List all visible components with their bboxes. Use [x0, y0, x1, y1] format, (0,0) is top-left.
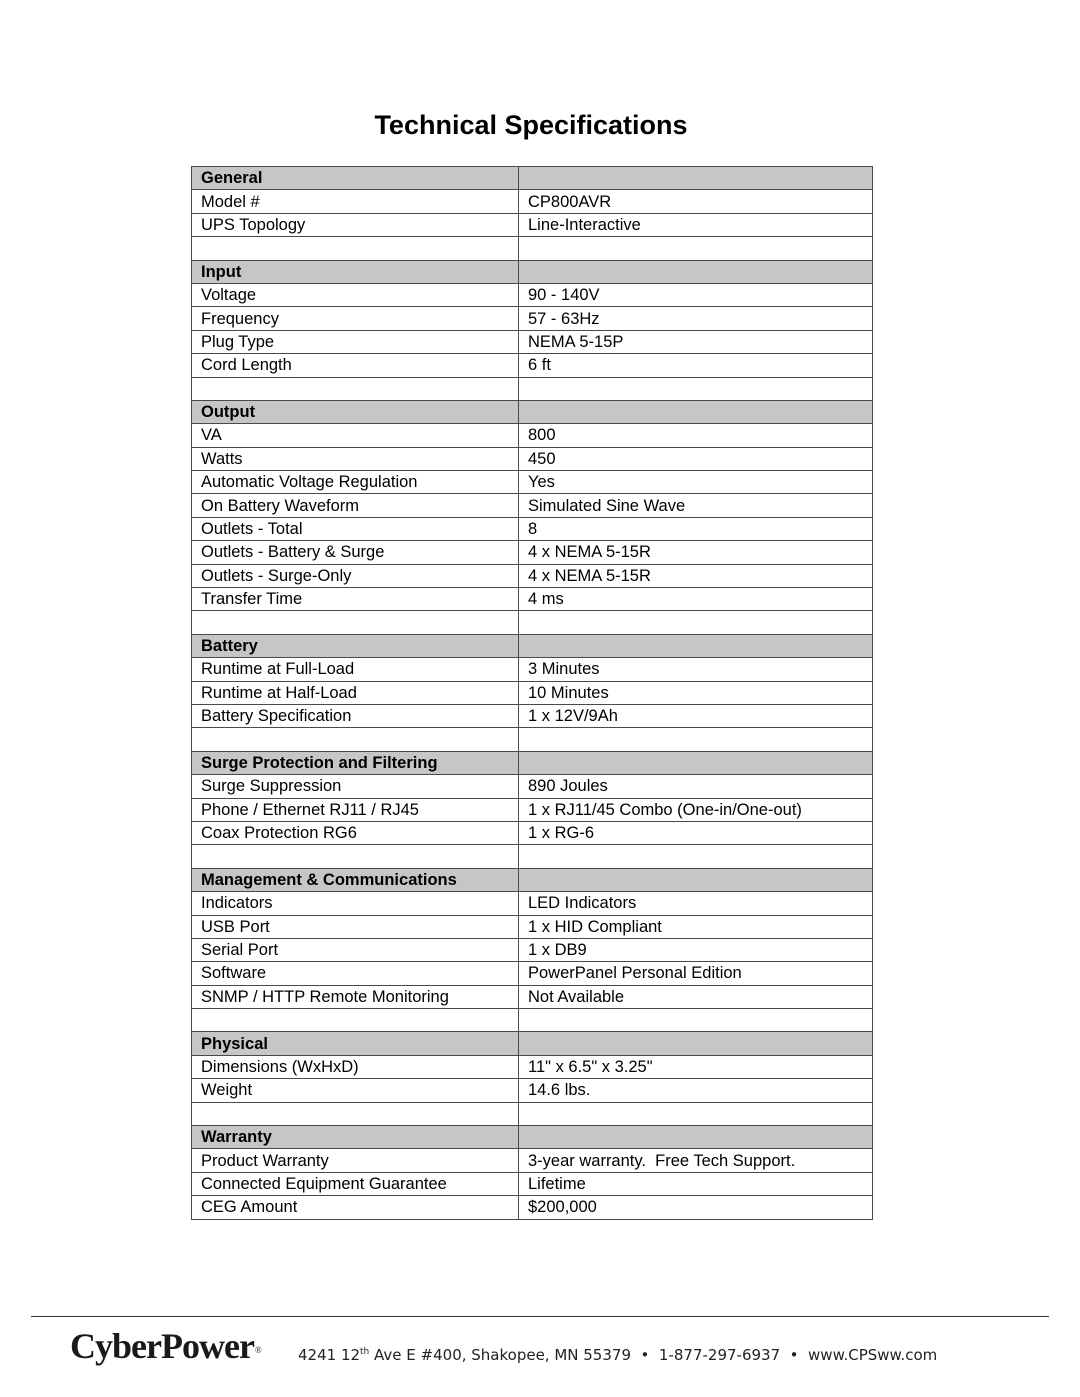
spec-table-body [192, 167, 873, 1220]
spec-value: 4 ms [519, 588, 873, 611]
spec-row [192, 447, 873, 470]
spec-label: Weight [192, 1079, 519, 1102]
spec-value: 1 x RJ11/45 Combo (One-in/One-out) [519, 798, 873, 821]
cyberpower-logo [70, 1326, 261, 1366]
spec-label: Outlets - Surge-Only [192, 564, 519, 587]
spacer-row [192, 1102, 873, 1125]
spec-row [192, 704, 873, 727]
section-header: Battery [192, 634, 519, 657]
spec-row [192, 354, 873, 377]
section-header: Warranty [192, 1126, 519, 1149]
spec-row [192, 283, 873, 306]
spec-table [191, 166, 873, 1220]
spec-row [192, 190, 873, 213]
section-header-row [192, 1032, 873, 1055]
section-header: Management & Communications [192, 868, 519, 891]
spec-value: 450 [519, 447, 873, 470]
spec-value: Yes [519, 471, 873, 494]
spacer-row [192, 611, 873, 634]
section-header-row [192, 1126, 873, 1149]
spec-label: Runtime at Half-Load [192, 681, 519, 704]
spec-value: 4 x NEMA 5-15R [519, 541, 873, 564]
spacer-cell [192, 237, 519, 260]
spacer-row [192, 728, 873, 751]
spec-label: VA [192, 424, 519, 447]
spec-value: CP800AVR [519, 190, 873, 213]
spec-row [192, 471, 873, 494]
spacer-cell [519, 845, 873, 868]
section-header-empty [519, 167, 873, 190]
address-suffix: th [360, 1347, 370, 1357]
spec-row [192, 330, 873, 353]
spec-row [192, 494, 873, 517]
spec-value: Simulated Sine Wave [519, 494, 873, 517]
section-header-row [192, 634, 873, 657]
spec-label: On Battery Waveform [192, 494, 519, 517]
section-header: Input [192, 260, 519, 283]
spec-value: 11" x 6.5" x 3.25" [519, 1055, 873, 1078]
spec-label: Transfer Time [192, 588, 519, 611]
section-header-empty [519, 1126, 873, 1149]
spacer-cell [192, 1009, 519, 1032]
spacer-cell [519, 237, 873, 260]
spec-row [192, 985, 873, 1008]
spec-row [192, 892, 873, 915]
spec-label: Connected Equipment Guarantee [192, 1172, 519, 1195]
spacer-cell [192, 1102, 519, 1125]
section-header-empty [519, 751, 873, 774]
spec-label: Frequency [192, 307, 519, 330]
spec-value: Lifetime [519, 1172, 873, 1195]
spec-value: 3-year warranty. Free Tech Support. [519, 1149, 873, 1172]
spacer-cell [192, 611, 519, 634]
spec-label: Product Warranty [192, 1149, 519, 1172]
spec-value: 10 Minutes [519, 681, 873, 704]
spec-row [192, 541, 873, 564]
spec-label: Voltage [192, 283, 519, 306]
spec-row [192, 517, 873, 540]
spec-value: 1 x RG-6 [519, 821, 873, 844]
spacer-cell [192, 728, 519, 751]
spec-value: 6 ft [519, 354, 873, 377]
spec-row [192, 775, 873, 798]
address-number: 4241 12 [298, 1346, 361, 1364]
spec-value: Line-Interactive [519, 213, 873, 236]
spec-value: 3 Minutes [519, 658, 873, 681]
spec-row [192, 1172, 873, 1195]
page-title: Technical Specifications [374, 110, 688, 140]
spacer-row [192, 237, 873, 260]
logo-text: CyberPower [70, 1326, 254, 1366]
spec-label: Coax Protection RG6 [192, 821, 519, 844]
spacer-cell [192, 845, 519, 868]
spec-label: Software [192, 962, 519, 985]
spec-label: Outlets - Total [192, 517, 519, 540]
spec-value: 890 Joules [519, 775, 873, 798]
spec-label: Phone / Ethernet RJ11 / RJ45 [192, 798, 519, 821]
section-header: Surge Protection and Filtering [192, 751, 519, 774]
spec-label: Plug Type [192, 330, 519, 353]
spec-label: Automatic Voltage Regulation [192, 471, 519, 494]
spec-row [192, 1196, 873, 1219]
spec-value: NEMA 5-15P [519, 330, 873, 353]
spec-row [192, 1055, 873, 1078]
section-header-empty [519, 400, 873, 423]
section-header-row [192, 400, 873, 423]
spec-row [192, 213, 873, 236]
spec-row [192, 962, 873, 985]
spec-row [192, 564, 873, 587]
section-header: Output [192, 400, 519, 423]
spec-label: Model # [192, 190, 519, 213]
section-header-empty [519, 634, 873, 657]
spec-value: 14.6 lbs. [519, 1079, 873, 1102]
spec-label: Indicators [192, 892, 519, 915]
spacer-cell [519, 728, 873, 751]
section-header-empty [519, 1032, 873, 1055]
spec-row [192, 938, 873, 961]
spec-row [192, 1079, 873, 1102]
spec-label: Surge Suppression [192, 775, 519, 798]
section-header-row [192, 167, 873, 190]
spec-row [192, 1149, 873, 1172]
spec-row [192, 821, 873, 844]
spec-row [192, 588, 873, 611]
spacer-cell [192, 377, 519, 400]
registered-mark: ® [254, 1345, 261, 1355]
spec-label: Watts [192, 447, 519, 470]
spacer-row [192, 845, 873, 868]
spec-value: 1 x DB9 [519, 938, 873, 961]
spec-value: 1 x HID Compliant [519, 915, 873, 938]
footer-address [298, 1340, 937, 1367]
spec-value: 90 - 140V [519, 283, 873, 306]
section-header-row [192, 260, 873, 283]
footer-divider [31, 1316, 1049, 1317]
section-header: Physical [192, 1032, 519, 1055]
spec-value: 1 x 12V/9Ah [519, 704, 873, 727]
spec-label: CEG Amount [192, 1196, 519, 1219]
spec-label: Runtime at Full-Load [192, 658, 519, 681]
spec-row [192, 424, 873, 447]
spec-value: PowerPanel Personal Edition [519, 962, 873, 985]
spec-row [192, 658, 873, 681]
spec-value: 8 [519, 517, 873, 540]
spacer-row [192, 377, 873, 400]
spec-value: $200,000 [519, 1196, 873, 1219]
spacer-cell [519, 1009, 873, 1032]
spec-label: Dimensions (WxHxD) [192, 1055, 519, 1078]
spec-row [192, 915, 873, 938]
spacer-row [192, 1009, 873, 1032]
spec-label: SNMP / HTTP Remote Monitoring [192, 985, 519, 1008]
spacer-cell [519, 1102, 873, 1125]
spec-label: Battery Specification [192, 704, 519, 727]
spacer-cell [519, 611, 873, 634]
spec-value: 57 - 63Hz [519, 307, 873, 330]
section-header-row [192, 751, 873, 774]
section-header-empty [519, 260, 873, 283]
spec-value: LED Indicators [519, 892, 873, 915]
section-header-row [192, 868, 873, 891]
spec-label: USB Port [192, 915, 519, 938]
spec-value: 4 x NEMA 5-15R [519, 564, 873, 587]
spec-label: UPS Topology [192, 213, 519, 236]
spec-label: Outlets - Battery & Surge [192, 541, 519, 564]
spec-label: Cord Length [192, 354, 519, 377]
spec-value: Not Available [519, 985, 873, 1008]
spec-row [192, 307, 873, 330]
address-rest: Ave E #400, Shakopee, MN 55379 • 1-877-297-6937 • www.CPSww.com [369, 1346, 938, 1364]
spacer-cell [519, 377, 873, 400]
spec-row [192, 798, 873, 821]
spec-label: Serial Port [192, 938, 519, 961]
spec-value: 800 [519, 424, 873, 447]
section-header-empty [519, 868, 873, 891]
section-header: General [192, 167, 519, 190]
spec-row [192, 681, 873, 704]
